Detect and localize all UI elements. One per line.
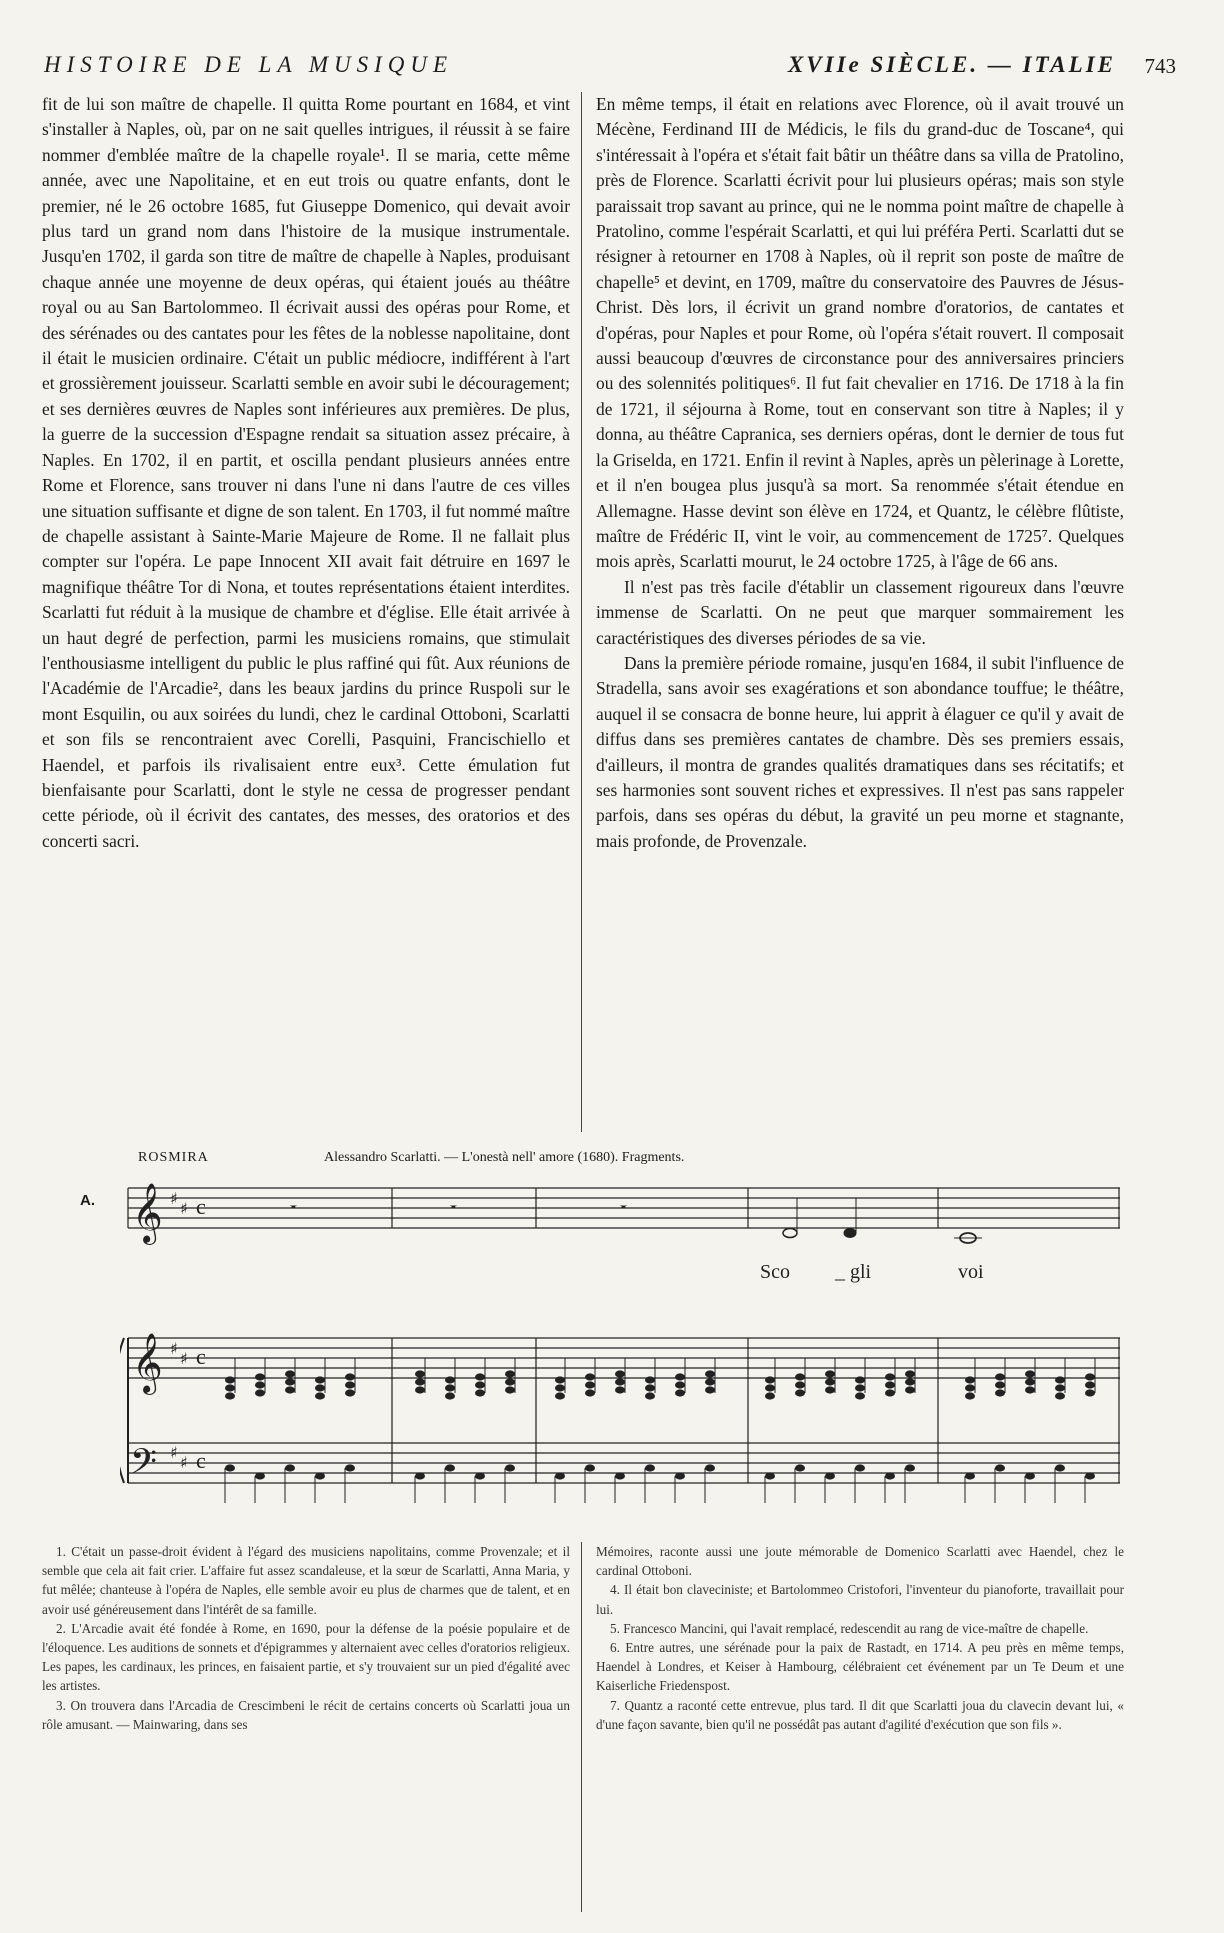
chord-note xyxy=(645,1392,655,1399)
chord-note xyxy=(1025,1378,1035,1385)
chord-note xyxy=(555,1376,565,1383)
chord-note xyxy=(1025,1386,1035,1393)
bass-note xyxy=(1025,1472,1035,1479)
chord-note xyxy=(585,1389,595,1396)
chord-note xyxy=(445,1376,455,1383)
chord-note xyxy=(285,1378,295,1385)
svg-text:𝄻: 𝄻 xyxy=(620,1200,627,1221)
footnote-3: 3. On trouvera dans l'Arcadia de Crescimbeni le récit de certains concerts où Scarlatti joua un rôle amusant. — Mainwaring, dans ses xyxy=(42,1697,570,1732)
left-column xyxy=(42,92,570,854)
svg-text:♯: ♯ xyxy=(180,1199,188,1218)
chord-note xyxy=(255,1373,265,1380)
bass-note xyxy=(645,1464,655,1471)
chord-note xyxy=(675,1373,685,1380)
bass-note xyxy=(285,1464,295,1471)
bass-note xyxy=(445,1464,455,1471)
bass-note xyxy=(905,1464,915,1471)
bass-note xyxy=(995,1464,1005,1471)
chord-note xyxy=(855,1392,865,1399)
chord-note xyxy=(765,1392,775,1399)
chord-note xyxy=(1085,1381,1095,1388)
chord-note xyxy=(795,1373,805,1380)
footnote-6: 6. Entre autres, une sérénade pour la paix de Rastadt, en 1714. A peu près en même temps, Haendel à Londres, et Keiser à Hambourg, célébraient cet événement par un Te Deum et une Kaiserliche Friedenspost. xyxy=(596,1640,1124,1694)
chord-note xyxy=(1055,1392,1065,1399)
chord-note xyxy=(445,1384,455,1391)
chord-note xyxy=(1055,1384,1065,1391)
bass-note xyxy=(315,1472,325,1479)
bass-note xyxy=(1085,1472,1095,1479)
chord-note xyxy=(345,1373,355,1380)
header-right: XVIIe SIÈCLE. — ITALIE xyxy=(787,52,1116,77)
chord-note xyxy=(505,1378,515,1385)
bass-note xyxy=(1055,1464,1065,1471)
chord-note xyxy=(825,1386,835,1393)
brace xyxy=(120,1338,124,1483)
chord-note xyxy=(995,1389,1005,1396)
chord-note xyxy=(905,1386,915,1393)
header-left: HISTOIRE DE LA MUSIQUE xyxy=(44,52,454,77)
chord-note xyxy=(225,1384,235,1391)
running-header xyxy=(44,52,1176,86)
svg-text:𝄻: 𝄻 xyxy=(290,1200,297,1221)
chord-note xyxy=(615,1378,625,1385)
footnote-4: 4. Il était bon claveciniste; et Bartolommeo Cristofori, l'inventeur du pianoforte, travaillait pour lui. xyxy=(596,1582,1124,1617)
right-column xyxy=(596,92,1124,854)
svg-text:𝄞: 𝄞 xyxy=(132,1333,163,1393)
lyric-3: voi xyxy=(958,1261,984,1283)
bass-note xyxy=(705,1464,715,1471)
chord-note xyxy=(885,1389,895,1396)
chord-note xyxy=(475,1381,485,1388)
voice-notes xyxy=(783,1198,982,1243)
footnote-1: 1. C'était un passe-droit évident à l'égard des musiciens napolitains, comme Provenzale; et il semble que cela ait fait crier. L'affaire fut assez scandaleuse, et la sœur de Scarlatti, Anna Maria, y fut mêlée; chanteuse à l'opéra de Naples, elle semble avoir eu plus de charmes que de talent, et en avoir usé généreusement dans l'intérêt de sa famille. xyxy=(42,1544,570,1617)
chord-note xyxy=(965,1384,975,1391)
chord-note xyxy=(555,1392,565,1399)
bass-note xyxy=(505,1464,515,1471)
chord-note xyxy=(255,1381,265,1388)
footnote-5: 5. Francesco Mancini, qui l'avait remplacé, redescendit au rang de vice-maître de chapelle. xyxy=(610,1620,1089,1636)
chord-note xyxy=(415,1386,425,1393)
chord-note xyxy=(1085,1389,1095,1396)
footnotes-left xyxy=(42,1542,570,1734)
chord-note xyxy=(705,1378,715,1385)
chord-note xyxy=(765,1376,775,1383)
chord-note xyxy=(645,1376,655,1383)
chord-note xyxy=(855,1376,865,1383)
chord-note xyxy=(825,1370,835,1377)
svg-text:♯: ♯ xyxy=(180,1453,188,1472)
page-number: 743 xyxy=(1144,54,1176,78)
chord-note xyxy=(675,1381,685,1388)
chord-note xyxy=(1085,1373,1095,1380)
chord-note xyxy=(475,1373,485,1380)
svg-text:♯: ♯ xyxy=(170,1443,178,1462)
bass-note xyxy=(255,1472,265,1479)
chord-note xyxy=(285,1370,295,1377)
right-paragraph-3: Dans la première période romaine, jusqu'en 1684, il subit l'influence de Stradella, sans avoir ses exagérations et son abondance touffue; le théâtre, auquel il se consacra de bonne heure, lui apprit à élaguer ce qu'il y avait de diffus dans ses premières cantates de chambre. Dès ses premiers essais, d'ailleurs, il montra de grandes qualités dramatiques dans ses récitatifs; et ses harmonies sont souvent riches et expressives. Il n'est pas sans rappeler parfois, dans ses opéras du début, la gravité un peu morne et stagnante, mais profonde, de Provenzale. xyxy=(596,652,1124,851)
svg-text:♯: ♯ xyxy=(180,1349,188,1368)
chord-note xyxy=(705,1386,715,1393)
bass-note xyxy=(615,1472,625,1479)
chord-note xyxy=(995,1373,1005,1380)
chord-note xyxy=(1055,1376,1065,1383)
chord-note xyxy=(285,1386,295,1393)
music-title: Alessandro Scarlatti. — L'onestà nell' amore (1680). Fragments. xyxy=(324,1150,685,1165)
footnote-3-cont: Mémoires, raconte aussi une joute mémorable de Domenico Scarlatti avec Haendel, chez le cardinal Ottoboni. xyxy=(596,1544,1124,1579)
svg-text:♯: ♯ xyxy=(170,1189,178,1208)
chord-note xyxy=(855,1384,865,1391)
footnote-7: 7. Quantz a raconté cette entrevue, plus tard. Il dit que Scarlatti joua du clavecin devant lui, « d'une façon savante, bien qu'il ne possédât pas autant d'agilité d'exécution que son fils ». xyxy=(596,1697,1124,1732)
bass-note xyxy=(885,1472,895,1479)
chord-note xyxy=(505,1386,515,1393)
bass-note xyxy=(225,1464,235,1471)
footnote-divider xyxy=(581,1542,582,1912)
piano-chords xyxy=(225,1358,1095,1503)
chord-note xyxy=(585,1373,595,1380)
chord-note xyxy=(1025,1370,1035,1377)
bass-note xyxy=(415,1472,425,1479)
chord-note xyxy=(315,1376,325,1383)
right-paragraph-2: Il n'est pas très facile d'établir un classement rigoureux dans l'œuvre immense de Scarlatti. On ne peut que marquer sommairement les caractéristiques des diverses périodes de sa vie. xyxy=(596,576,1124,648)
bass-note xyxy=(675,1472,685,1479)
chord-note xyxy=(445,1392,455,1399)
lyric-2: _ gli xyxy=(835,1261,872,1283)
chord-note xyxy=(615,1370,625,1377)
bass-note xyxy=(855,1464,865,1471)
svg-text:𝄢: 𝄢 xyxy=(130,1441,158,1490)
bass-note xyxy=(345,1464,355,1471)
footnotes-right xyxy=(596,1542,1124,1734)
music-score xyxy=(120,1168,1120,1528)
footnote-2: 2. L'Arcadie avait été fondée à Rome, en 1690, pour la défense de la poésie populaire et de l'éloquence. Les auditions de sonnets et d'épigrammes y alternaient avec celles d'oratorios religieux. Les papes, les cardinaux, les princes, en faisaient partie, et s'y trouvaient sur un pied d'égalité avec les artistes. xyxy=(42,1620,570,1694)
chord-note xyxy=(795,1381,805,1388)
left-paragraph-1: fit de lui son maître de chapelle. Il quitta Rome pourtant en 1684, et vint s'installer à Naples, où, par on ne sait quelles intrigues, il réussit à se faire nommer d'emblée maître de la chapelle royale¹. Il se maria, cette même année, avec une Napolitaine, et en eut trois ou quatre enfants, dont le premier, né le 26 octobre 1685, fut Giuseppe Domenico, qui devait avoir plus tard un grand nom dans l'histoire de la musique instrumentale. Jusqu'en 1702, il garda son titre de maître de chapelle à Naples, produisant chaque année une moyenne de deux opéras, qui étaient joués au théâtre royal ou au San Bartolommeo. Il écrivait aussi des opéras pour Rome, et des sérénades ou des cantates pour les fêtes de la noblesse napolitaine, dont il était le musicien ordinaire. C'était un public médiocre, indifférent à l'art et grossièrement jouisseur. Scarlatti semble en avoir subi le découragement; et ses dernières œuvres de Naples sont inférieures aux premières. De plus, la guerre de la succession d'Espagne rendait sa situation assez précaire, à Naples. En 1702, il en partit, et oscilla pendant plusieurs années entre Rome et Florence, sans trouver ni dans l'une ni dans l'autre de ces villes une situation suffisante et digne de son talent. En 1703, il fut nommé maître de chapelle assistant à Sainte-Marie Majeure de Rome. Il ne fallait plus compter sur l'opéra. Le pape Innocent XII avait fait détruire en 1697 le magnifique théâtre Tor di Nona, et toutes représentations étaient interdites. Scarlatti fut réduit à la musique de chambre et d'église. Elle était arrivée à un haut degré de perfection, parmi les musiciens romains, que stimulait l'enthousiasme intelligent du public le plus raffiné qui fût. Aux réunions de l'Académie de l'Arcadie², dans les beaux jardins du prince Ruspoli sur le mont Esquilin, ou aux soirées du lundi, chez le cardinal Ottoboni, Scarlatti et son fils se rencontraient avec Corelli, Pasquini, Francischiello et Haendel, et parfois ils rivalisaient entre eux³. Cette émulation fut bienfaisante pour Scarlatti, dont le style ne cessa de progresser pendant cette période, où il écrivit des cantates, des messes, des oratorios et des concerti sacri. xyxy=(42,94,570,851)
chord-note xyxy=(475,1389,485,1396)
chord-note xyxy=(885,1373,895,1380)
svg-text:c: c xyxy=(196,1344,206,1369)
chord-note xyxy=(345,1389,355,1396)
chord-note xyxy=(415,1370,425,1377)
chord-note xyxy=(995,1381,1005,1388)
chord-note xyxy=(225,1392,235,1399)
chord-note xyxy=(675,1389,685,1396)
music-character: ROSMIRA xyxy=(138,1150,209,1165)
chord-note xyxy=(345,1381,355,1388)
chord-note xyxy=(585,1381,595,1388)
chord-note xyxy=(825,1378,835,1385)
chord-note xyxy=(415,1378,425,1385)
bass-note xyxy=(965,1472,975,1479)
chord-note xyxy=(505,1370,515,1377)
svg-text:𝄞: 𝄞 xyxy=(132,1183,163,1243)
svg-text:♯: ♯ xyxy=(170,1339,178,1358)
bass-note xyxy=(765,1472,775,1479)
right-paragraph-1: En même temps, il était en relations avec Florence, où il avait trouvé un Mécène, Ferdinand III de Médicis, le fils du grand-duc de Toscane⁴, qui s'intéressait à l'opéra et s'était fait bâtir un théâtre dans sa villa de Pratolino, près de Florence. Scarlatti écrivit pour lui plusieurs opéras; mais son style paraissait trop savant au prince, qui ne le nomma point maître de chapelle à Pratolino, comme l'espérait Scarlatti, et qui lui préféra Perti. Scarlatti dut se résigner à retourner en 1708 à Naples, où il reprit son poste de maître de chapelle⁵ et devint, en 1709, maître du conservatoire des Pauvres de Jésus-Christ. Dès lors, il écrivit un grand nombre d'oratorios, de cantates et d'opéras, pour Naples et pour Rome, où l'opéra s'était rouvert. Il composait aussi beaucoup d'œuvres de circonstance pour des anniversaires princiers ou des solennités politiques⁶. Il fut fait chevalier en 1716. De 1718 à la fin de 1721, il séjourna à Rome, tout en conservant son titre à Naples; il y donna, au théâtre Capranica, ses derniers opéras, dont le dernier de tous fut la Griselda, en 1721. Enfin il revint à Naples, après un pèlerinage à Lorette, et il n'en bougea plus jusqu'à sa mort. Sa renommée s'était étendue en Allemagne. Hasse devint son élève en 1724, et Quantz, le célèbre flûtiste, maître de Frédéric II, vint le voir, au commencement de 1725⁷. Quelques mois après, Scarlatti mourut, le 24 octobre 1725, à l'âge de 66 ans. xyxy=(596,94,1124,572)
chord-note xyxy=(315,1392,325,1399)
chord-note xyxy=(965,1376,975,1383)
chord-note xyxy=(255,1389,265,1396)
bass-note xyxy=(825,1472,835,1479)
chord-note xyxy=(615,1386,625,1393)
bass-note xyxy=(795,1464,805,1471)
chord-note xyxy=(315,1384,325,1391)
chord-note xyxy=(885,1381,895,1388)
chord-note xyxy=(645,1384,655,1391)
column-divider xyxy=(581,92,582,1132)
chord-note xyxy=(555,1384,565,1391)
bass-note xyxy=(475,1472,485,1479)
lyric-1: Sco xyxy=(760,1261,790,1283)
bass-note xyxy=(555,1472,565,1479)
chord-note xyxy=(795,1389,805,1396)
chord-note xyxy=(905,1370,915,1377)
music-label: A. xyxy=(80,1192,95,1209)
svg-text:𝄻: 𝄻 xyxy=(450,1200,457,1221)
chord-note xyxy=(765,1384,775,1391)
bass-note xyxy=(585,1464,595,1471)
chord-note xyxy=(225,1376,235,1383)
chord-note xyxy=(965,1392,975,1399)
chord-note xyxy=(905,1378,915,1385)
svg-text:c: c xyxy=(196,1448,206,1473)
svg-text:c: c xyxy=(196,1194,206,1219)
chord-note xyxy=(705,1370,715,1377)
